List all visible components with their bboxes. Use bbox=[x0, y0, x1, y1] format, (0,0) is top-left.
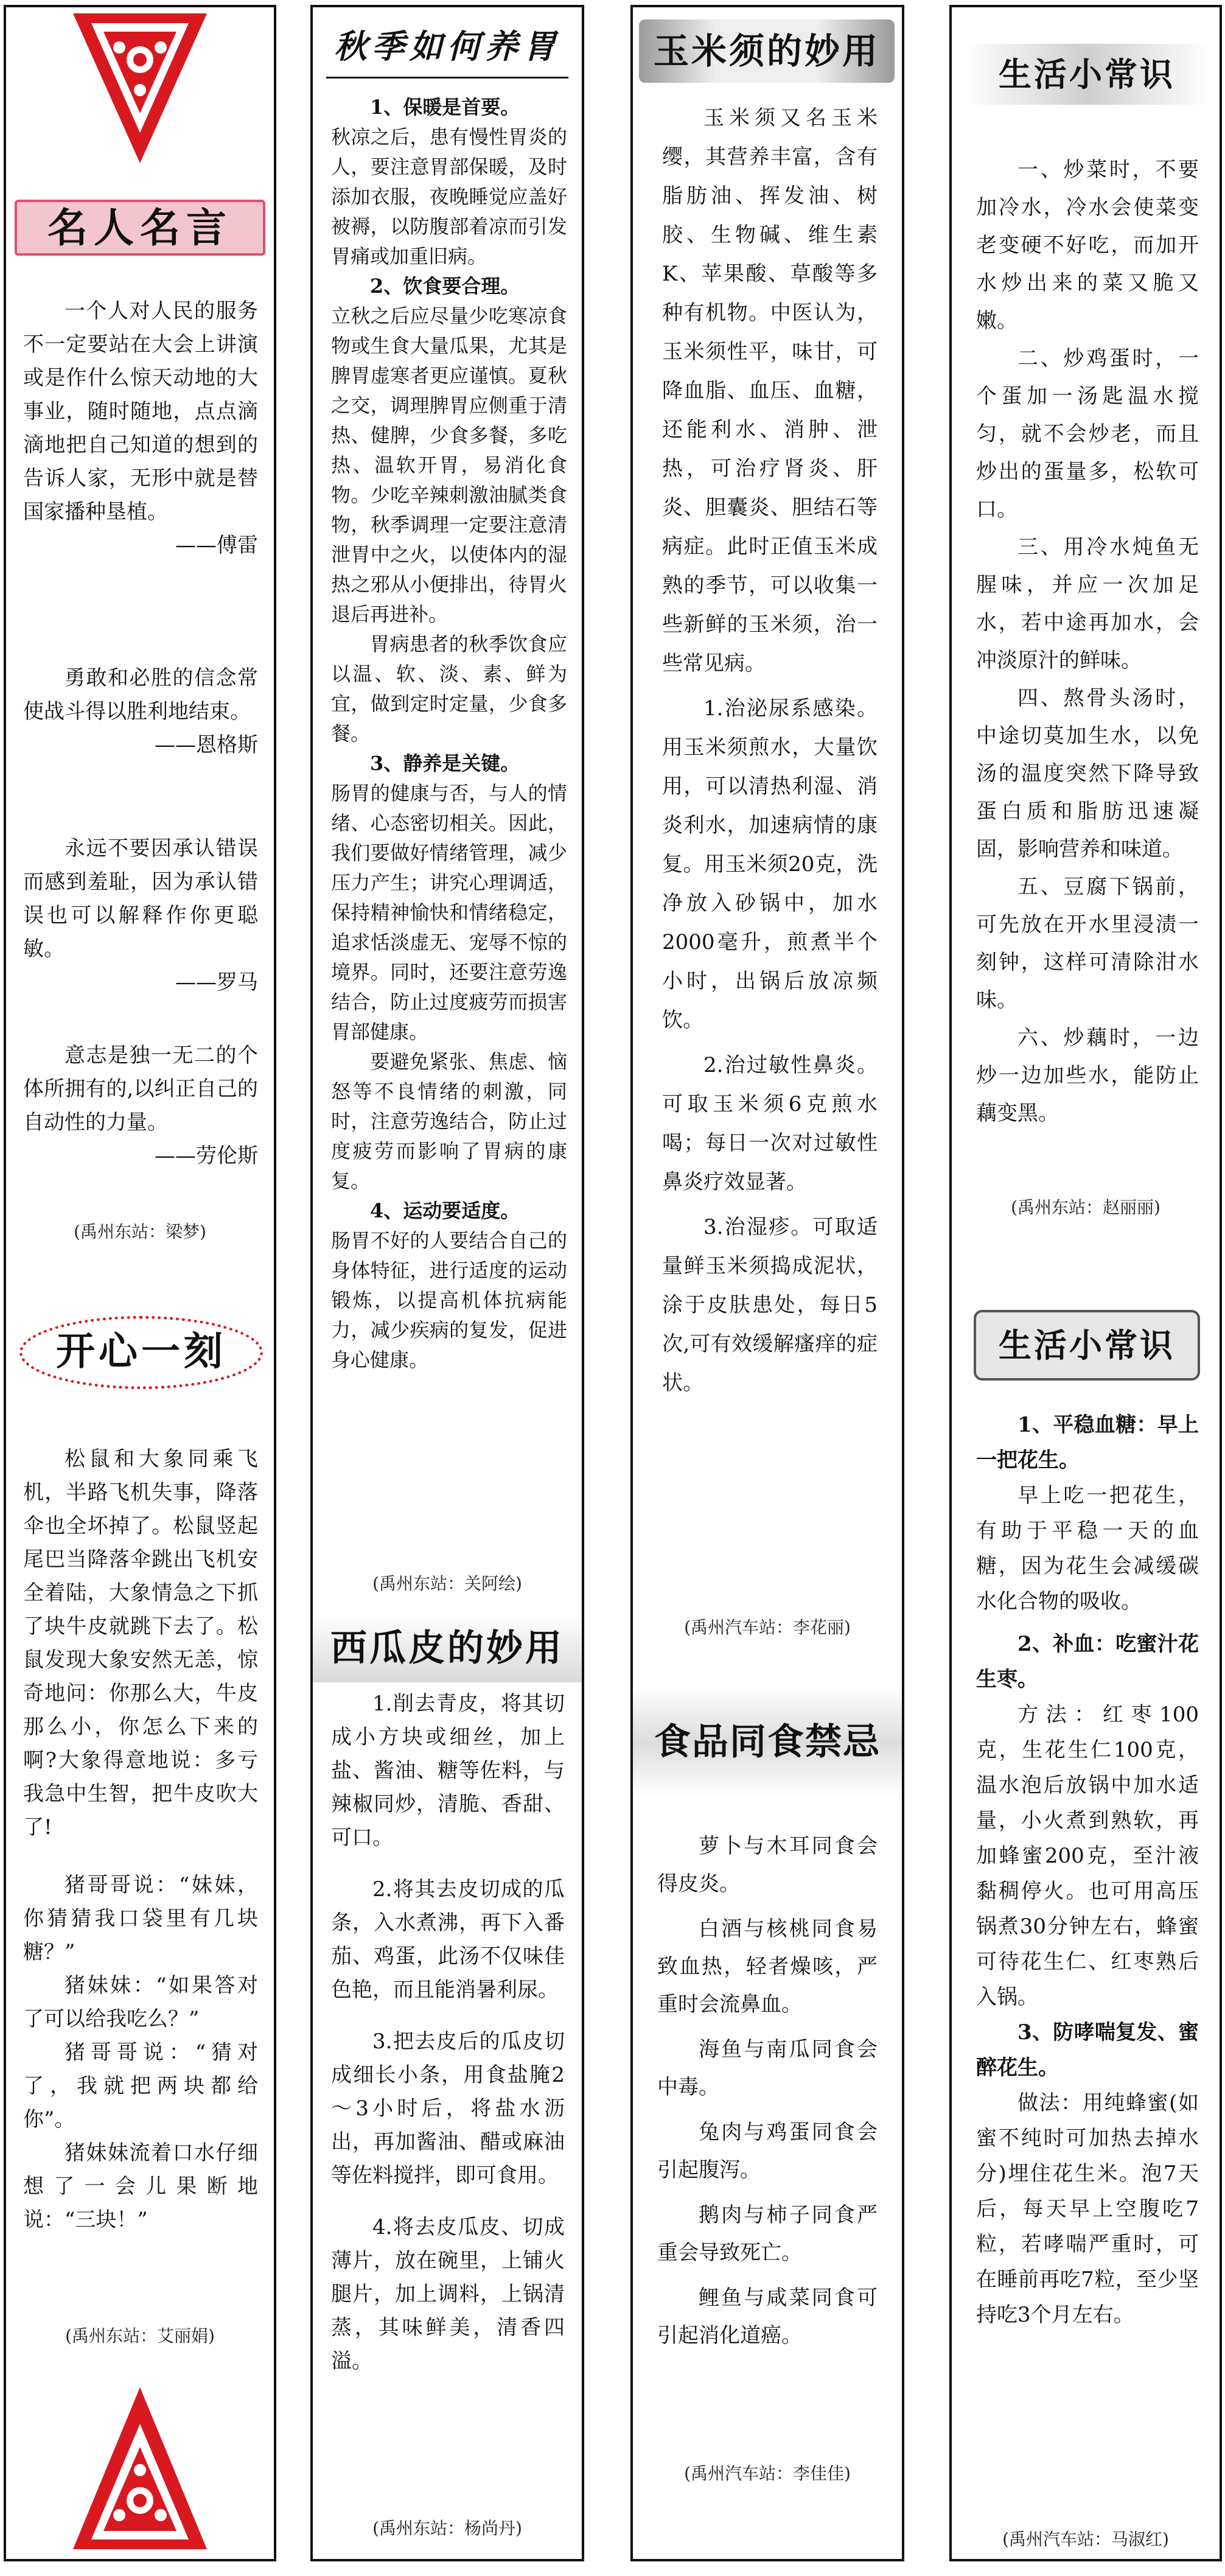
fun-moment-body: 松鼠和大象同乘飞机，半路飞机失事，降落伞也全坏掉了。松鼠竖起尾巴当降落伞跳出飞机安全着陆，大象情急之下抓了块牛皮就跳下去了。松鼠发现大象安然无恙，惊奇地问：你那么大，牛皮那么小，你怎么下来的啊?大象得意地说：多亏我急中生智，把牛皮吹大了! 猪哥哥说：“妹妹，你猜猜我口袋里有几块糖？” 猪妹妹：“如果答对了可以给我吃么？” 猪哥哥说：“猜对了，我就把两块都给你”。 猪妹妹流着口水仔细想了一会儿果断地说：“三块！” bbox=[23, 1447, 258, 2232]
quote-2: 勇敢和必胜的信念常使战斗得以胜利地结束。 ——恩格斯 bbox=[23, 662, 258, 762]
life-tips-title-2-text: 生活小常识 bbox=[999, 1326, 1175, 1365]
famous-quotes-title bbox=[15, 200, 265, 256]
watermelon-rind-title-text: 西瓜皮的妙用 bbox=[330, 1627, 564, 1670]
corn-silk-body: 玉米须又名玉米缨，其营养丰富，含有脂肪油、挥发油、树胶、生物碱、维生素K、苹果酸、草酸等多种有机物。中医认为，玉米须性平，味甘，可降血脂、血压、血糖，还能利水、消肿、泄热，可治疗肾炎、肝炎、胆囊炎、胆结石等病症。此时正值玉米成熟的季节，可以收集一些新鲜的玉米须，治一些常见病。 1.治泌尿系感染。用玉米须煎水，大量饮用，可以清热利湿、消炎利水，加速病情的康复。用玉米须20克，洗净放入砂锅中，加水2000毫升，煎煮半个小时，出锅后放凉频饮。 2.治过敏性鼻炎。可取玉米须6克煎水喝；每日一次对过敏性鼻炎疗效显著。 3.治湿疹。可取适量鲜玉米须捣成泥状，涂于皮肤患处，每日5次,可有效缓解瘙痒的症状。 bbox=[662, 106, 878, 1395]
life-tips-body-1: 一、炒菜时，不要加冷水，冷水会使菜变老变硬不好吃，而加开水炒出来的菜又脆又嫩。 二、炒鸡蛋时，一个蛋加一汤匙温水搅匀，就不会炒老，而且炒出的蛋量多，松软可口。 三、用冷水炖鱼无腥味，并应一次加足水，若中途再加水，会冲淡原汁的鲜味。 四、熬骨头汤时，中途切莫加生水，以免汤的温度突然下降导致蛋白质和脂肪迅速凝固，影响营养和味道。 五、豆腐下锅前，可先放在开水里浸渍一刻钟，这样可清除泔水味。 六、炒藕时，一边炒一边加些水，能防止藕变黑。 bbox=[976, 158, 1199, 1125]
column-2 bbox=[310, 5, 584, 2561]
autumn-stomach-title bbox=[326, 18, 568, 79]
column-3 bbox=[630, 5, 904, 2561]
column-1 bbox=[4, 5, 276, 2561]
food-taboo-title bbox=[633, 1687, 902, 1797]
life-tips-body-2: 1、平稳血糖：早上一把花生。 早上吃一把花生，有助于平稳一天的血糖，因为花生会减缓碳水化合物的吸收。 2、补血：吃蜜汁花生枣。 方法：红枣100克，生花生仁100克，温水泡后放锅中加水适量，小火煮到熟软，再加蜂蜜200克，至汁液黏稠停火。也可用高压锅煮30分钟左右，蜂蜜可待花生仁、红枣熟后入锅。 3、防哮喘复发、蜜醉花生。 做法：用纯蜂蜜(如蜜不纯时可加热去掉水分)埋住花生米。泡7天后，每天早上空腹吃7粒，若哮喘严重时，可在睡前再吃7粒，至少坚持吃3个月左右。 bbox=[976, 1413, 1199, 2327]
food-taboo-title-text: 食品同食禁忌 bbox=[654, 1721, 881, 1763]
life-tips-title-1 bbox=[964, 44, 1210, 105]
quote-4: 意志是独一无二的个体所拥有的,以纠正自己的自动性的力量。 ——劳伦斯 bbox=[23, 1039, 258, 1173]
fun-moment-title bbox=[19, 1316, 263, 1389]
byline: (禹州东站：赵丽丽) bbox=[1011, 1197, 1160, 1217]
quote-3: 永远不要因承认错误而感到羞耻，因为承认错误也可以解释作你更聪敏。 ——罗马 bbox=[23, 832, 258, 999]
watermelon-rind-title bbox=[313, 1614, 582, 1682]
ornament-bottom-icon bbox=[67, 2381, 213, 2552]
column-4 bbox=[949, 5, 1222, 2561]
byline: (禹州东站：梁梦) bbox=[74, 1222, 206, 1242]
byline: (禹州东站：关阿绘) bbox=[372, 1573, 522, 1594]
byline: (禹州汽车站：李花丽) bbox=[684, 1617, 851, 1637]
quote-1: 一个人对人民的服务不一定要站在大会上讲演或是作什么惊天动地的大事业，随时随地，点点滴滴地把自己知道的想到的告诉人家，无形中就是替国家播种垦植。 ——傅雷 bbox=[23, 295, 258, 562]
quote-author: ——傅雷 bbox=[175, 533, 258, 558]
quote-author: ——劳伦斯 bbox=[155, 1144, 258, 1168]
autumn-stomach-title-text: 秋季如何养胃 bbox=[334, 27, 560, 66]
life-tips-title-2 bbox=[974, 1310, 1200, 1381]
fun-moment-title-text: 开心一刻 bbox=[56, 1329, 226, 1374]
byline: (禹州汽车站：马淑红) bbox=[1002, 2529, 1169, 2549]
watermelon-rind-body: 1.削去青皮，将其切成小方块或细丝，加上盐、酱油、糖等佐料，与辣椒同炒，清脆、香甜、可口。 2.将其去皮切成的瓜条，入水煮沸，再下入番茄、鸡蛋，此汤不仅味佳色艳，而且能消暑利尿。 3.把去皮后的瓜皮切成细长小条，用食盐腌2～3小时后，将盐水沥出，再加酱油、醋或麻油等佐料搅拌，即可食用。 4.将去皮瓜皮、切成薄片，放在碗里，上铺火腿片，加上调料，上锅清蒸，其味鲜美，清香四溢。 bbox=[331, 1692, 565, 2373]
quote-author: ——罗马 bbox=[175, 970, 258, 995]
quote-author: ——恩格斯 bbox=[155, 733, 258, 757]
food-taboo-body: 萝卜与木耳同食会得皮炎。 白酒与核桃同食易致血热，轻者燥咳，严重时会流鼻血。 海鱼与南瓜同食会中毒。 兔肉与鸡蛋同食会引起腹泻。 鹅肉与柿子同食严重会导致死亡。 鲤鱼与咸菜同食可引起消化道癌。 bbox=[657, 1834, 878, 2348]
autumn-stomach-body: 1、保暖是首要。 秋凉之后，患有慢性胃炎的人，要注意胃部保暖，及时添加衣服，夜晚睡觉应盖好被褥，以防腹部着凉而引发胃痛或加重旧病。 2、饮食要合理。 立秋之后应尽量少吃寒凉食物或生食大量瓜果，尤其是脾胃虚寒者更应谨慎。夏秋之交，调理脾胃应侧重于清热、健脾，少食多餐，多吃热、温软开胃，易消化食物。少吃辛辣刺激油腻类食物，秋季调理一定要注意清泄胃中之火，以使体内的湿热之邪从小便排出，待胃火退后再进补。 胃病患者的秋季饮食应以温、软、淡、素、鲜为宜，做到定时定量，少食多餐。 3、静养是关键。 肠胃的健康与否，与人的情绪、心态密切相关。因此，我们要做好情绪管理，减少压力产生；讲究心理调适，保持精神愉快和情绪稳定，追求恬淡虚无、宠辱不惊的境界。同时，还要注意劳逸结合，防止过度疲劳而损害胃部健康。 要避免紧张、焦虑、恼怒等不良情绪的刺激，同时，注意劳逸结合，防止过度疲劳而影响了胃病的康复。 4、运动要适度。 肠胃不好的人要结合自己的身体特征，进行适度的运动锻炼，以提高机体抗病能力，减少疾病的复发，促进身心健康。 bbox=[331, 96, 567, 1371]
ornament-top-icon bbox=[67, 11, 213, 169]
byline: (禹州东站：杨尚丹) bbox=[372, 2518, 522, 2538]
byline: (禹州汽车站：李佳佳) bbox=[684, 2463, 851, 2483]
corn-silk-title-text: 玉米须的妙用 bbox=[653, 30, 880, 72]
byline: (禹州东站：艾丽娟) bbox=[65, 2326, 215, 2346]
life-tips-title-1-text: 生活小常识 bbox=[999, 55, 1175, 94]
famous-quotes-title-text: 名人名言 bbox=[47, 204, 232, 251]
corn-silk-title bbox=[639, 19, 895, 83]
